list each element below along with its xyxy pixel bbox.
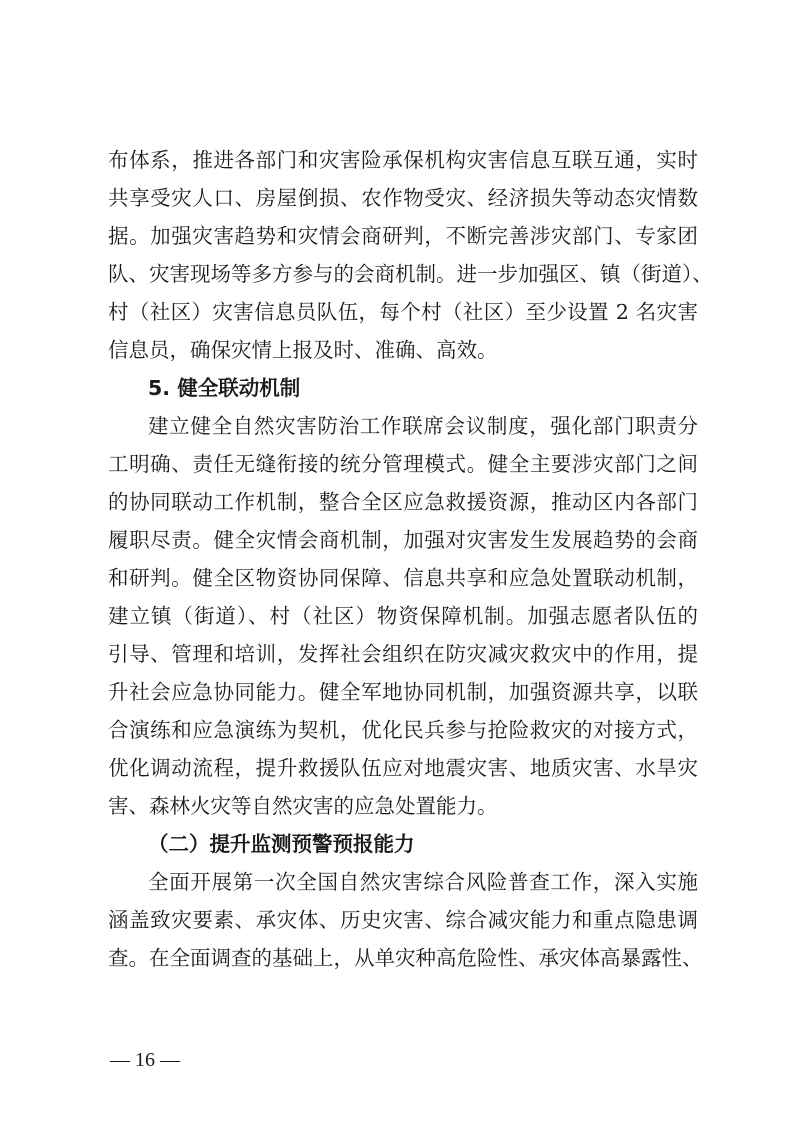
- paragraph-1-line-2: 共享受灾人口、房屋倒损、农作物受灾、经济损失等动态灾情数: [108, 186, 698, 210]
- section-5-line-7: 引导、管理和培训，发挥社会组织在防灾减灾救灾中的作用，提: [108, 642, 698, 666]
- section-5-line-11: 害、森林火灾等自然灾害的应急处置能力。: [108, 794, 498, 818]
- paragraph-1-line-3: 据。加强灾害趋势和灾情会商研判，不断完善涉灾部门、专家团: [108, 224, 698, 248]
- section-5-line-1: 建立健全自然灾害防治工作联席会议制度，强化部门职责分: [148, 414, 698, 438]
- paragraph-1-line-1: 布体系，推进各部门和灾害险承保机构灾害信息互联互通，实时: [108, 148, 698, 172]
- section-2-line-1: 全面开展第一次全国自然灾害综合风险普查工作，深入实施: [148, 870, 698, 894]
- section-5-line-5: 和研判。健全区物资协同保障、信息共享和应急处置联动机制，: [108, 566, 698, 590]
- paragraph-1-line-6: 信息员，确保灾情上报及时、准确、高效。: [108, 338, 498, 362]
- paragraph-1-line-4: 队、灾害现场等多方参与的会商机制。进一步加强区、镇（街道）、: [108, 262, 713, 286]
- section-5-line-8: 升社会应急协同能力。健全军地协同机制，加强资源共享，以联: [108, 680, 698, 704]
- page-number: — 16 —: [110, 1049, 180, 1071]
- section-5-line-4: 履职尽责。健全灾情会商机制，加强对灾害发生发展趋势的会商: [108, 528, 698, 552]
- section-2-line-2: 涵盖致灾要素、承灾体、历史灾害、综合减灾能力和重点隐患调: [108, 908, 698, 932]
- section-5-line-3: 的协同联动工作机制，整合全区应急救援资源，推动区内各部门: [108, 490, 698, 514]
- section-2-line-3: 查。在全面调查的基础上，从单灾种高危险性、承灾体高暴露性、: [108, 946, 703, 970]
- paragraph-1-line-5: 村（社区）灾害信息员队伍，每个村（社区）至少设置 2 名灾害: [108, 300, 698, 324]
- section-5-line-2: 工明确、责任无缝衔接的统分管理模式。健全主要涉灾部门之间: [108, 452, 698, 476]
- section-5-line-10: 优化调动流程，提升救援队伍应对地震灾害、地质灾害、水旱灾: [108, 756, 698, 780]
- section-5-heading: 5. 健全联动机制: [148, 376, 301, 400]
- section-5-line-6: 建立镇（街道）、村（社区）物资保障机制。加强志愿者队伍的: [108, 604, 698, 628]
- section-5-line-9: 合演练和应急演练为契机，优化民兵参与抢险救灾的对接方式，: [108, 718, 698, 742]
- section-2-heading: （二）提升监测预警预报能力: [148, 832, 415, 856]
